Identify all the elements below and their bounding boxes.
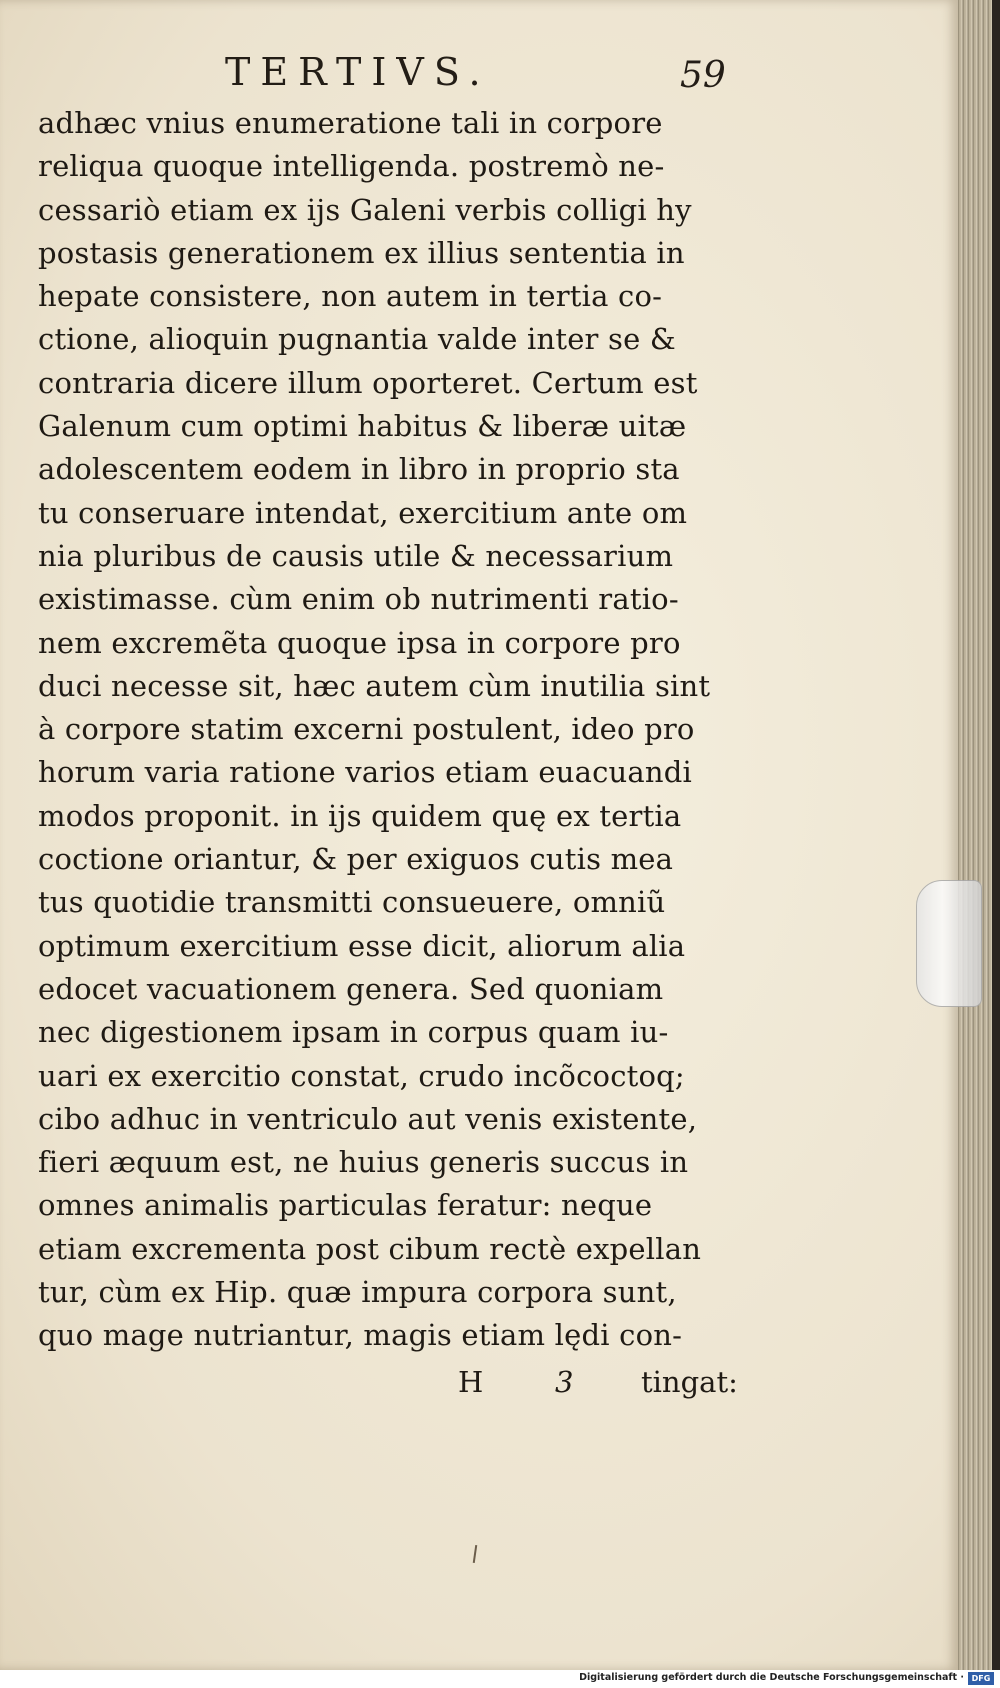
text-line: tur, cùm ex Hip. quæ impura corpora sunt,: [38, 1275, 677, 1310]
signature-line: [38, 1360, 738, 1404]
text-line: existimasse. cùm enim ob nutrimenti ratio-: [38, 582, 679, 617]
text-line: duci necesse sit, hæc autem cùm inutilia sint: [38, 668, 711, 703]
text-line: cibo adhuc in ventriculo aut venis existente,: [38, 1101, 698, 1136]
text-line: nia pluribus de causis utile & necessarium: [38, 538, 674, 573]
text-block: [38, 102, 738, 1358]
text-line: nec digestionem ipsam in corpus quam iu-: [38, 1015, 669, 1050]
signature-number: 3: [555, 1365, 574, 1399]
text-line: adhæc vnius enumeratione tali in corpore: [38, 106, 663, 140]
ink-mark: [473, 1545, 477, 1563]
catchword: tingat:: [641, 1365, 738, 1399]
text-line: etiam excrementa post cibum rectè expellan: [38, 1231, 702, 1266]
text-line: hepate consistere, non autem in tertia co-: [38, 279, 663, 314]
text-line: fieri æquum est, ne huius generis succus in: [38, 1145, 689, 1180]
text-line: coctione oriantur, & per exiguos cutis mea: [38, 842, 674, 877]
text-line: optimum exercitium esse dicit, aliorum alia: [38, 928, 686, 963]
text-line: edocet vacuationem genera. Sed quoniam: [38, 971, 664, 1006]
text-line: tus quotidie transmitti consueuere, omniũ: [38, 885, 666, 920]
text-line: omnes animalis particulas feratur: neque: [38, 1188, 653, 1223]
signature-mark: H: [458, 1365, 484, 1399]
text-line: cessariò etiam ex ijs Galeni verbis colligi hy: [38, 192, 692, 227]
page-number: 59: [680, 55, 726, 96]
dfg-logo: DFG: [968, 1672, 994, 1685]
text-line: nem excremẽta quoque ipsa in corpore pro: [38, 625, 681, 660]
text-line: uari ex exercitio constat, crudo incõcoctoq;: [38, 1058, 685, 1093]
running-head: TERTIVS.: [225, 50, 491, 94]
digitization-credit: Digitalisierung gefördert durch die Deutsche Forschungsgemeinschaft ·: [579, 1672, 964, 1683]
text-line: à corpore statim excerni postulent, ideo pro: [38, 712, 695, 747]
page-clip: [916, 880, 982, 1007]
text-line: ctione, alioquin pugnantia valde inter se &: [38, 322, 676, 357]
text-line: postasis generationem ex illius sententia in: [38, 235, 685, 270]
text-line: horum varia ratione varios etiam euacuandi: [38, 755, 693, 790]
text-line: modos proponit. in ijs quidem quę ex tertia: [38, 798, 682, 833]
text-line: contraria dicere illum oporteret. Certum est: [38, 365, 698, 400]
text-line: reliqua quoque intelligenda. postremò ne-: [38, 149, 665, 184]
text-line: Galenum cum optimi habitus & liberæ uitæ: [38, 409, 687, 444]
text-line: quo mage nutriantur, magis etiam lędi con-: [38, 1318, 683, 1353]
text-line: adolescentem eodem in libro in proprio sta: [38, 452, 680, 487]
text-line: tu conseruare intendat, exercitium ante om: [38, 495, 688, 530]
